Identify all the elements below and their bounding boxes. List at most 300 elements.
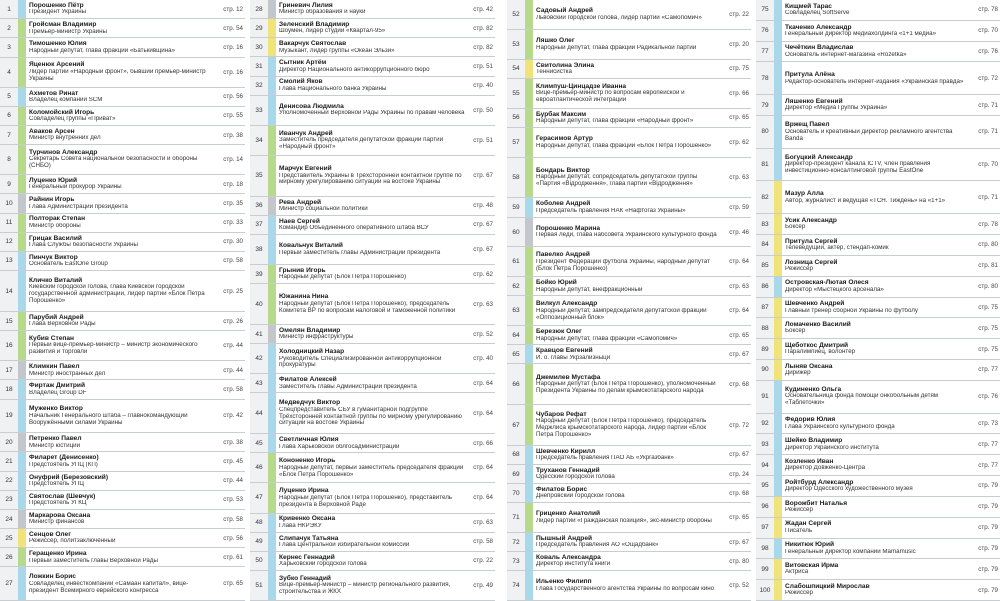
person-description: Начальник Генерального штаба – главнокомандующий Вооружёнными силами Украины	[29, 412, 188, 426]
column-4	[756, 0, 1000, 601]
page-reference: стр. 79	[978, 524, 998, 532]
person-description: Секретарь Совета национальной безопасности и обороны (СНБО)	[29, 156, 198, 170]
page-reference: стр. 58	[473, 538, 493, 546]
list-item	[756, 277, 1000, 298]
page-reference: стр. 50	[473, 106, 493, 114]
person-entry	[782, 0, 974, 20]
rank-number: 69	[507, 465, 525, 483]
person-description: Лидер партии «Гражданская позиция», экс-министр обороны	[536, 517, 712, 524]
category-color-chip	[525, 0, 533, 29]
page-reference: стр. 56	[223, 93, 243, 101]
rank-number: 100	[756, 580, 774, 600]
person-entry	[276, 235, 469, 264]
person-name: Бойко Юрий	[536, 279, 577, 287]
rank-number: 2	[0, 19, 18, 37]
category-color-chip	[18, 433, 26, 451]
column-3	[507, 0, 751, 601]
list-item	[0, 567, 245, 601]
category-color-chip	[18, 380, 26, 398]
page-reference: стр. 79	[978, 586, 998, 594]
person-description: Министр социальной политики	[279, 206, 368, 212]
rank-number: 46	[250, 453, 268, 482]
person-name: Петренко Павел	[29, 435, 82, 443]
person-description: Народный депутат, глава фракции «Самопомич»	[536, 335, 678, 342]
page-reference: стр. 52	[729, 582, 749, 590]
rank-number: 35	[250, 156, 268, 196]
rank-number: 87	[756, 298, 774, 318]
person-description: Львовский городской голова, лидер партии «Самопомич»	[536, 14, 702, 21]
rank-number: 88	[756, 318, 774, 338]
person-entry	[26, 529, 219, 547]
page-reference: стр. 64	[729, 258, 749, 266]
person-name: Березюк Олег	[536, 328, 582, 336]
list-item	[507, 60, 751, 79]
person-name: Грицак Василий	[29, 234, 82, 242]
list-item	[0, 88, 245, 107]
list-item	[250, 434, 495, 453]
category-color-chip	[525, 198, 533, 216]
page-reference: стр. 71	[978, 193, 998, 201]
person-description: Режиссёр	[785, 507, 813, 513]
rank-number: 89	[756, 339, 774, 359]
person-entry	[276, 533, 469, 551]
person-entry	[26, 380, 219, 398]
page-reference: стр. 77	[978, 440, 998, 448]
person-description: Уполномоченный Верховной Рады Украины по правам человека	[279, 110, 465, 117]
rank-number: 68	[507, 446, 525, 464]
list-item	[250, 126, 495, 156]
rank-number: 98	[756, 539, 774, 559]
person-description: Министр инфраструктуры	[279, 334, 354, 341]
rank-number: 78	[756, 62, 774, 94]
category-color-chip	[18, 0, 26, 18]
page-reference: стр. 62	[729, 138, 749, 146]
category-color-chip	[268, 197, 276, 215]
list-item	[250, 514, 495, 533]
rank-number: 74	[507, 571, 525, 600]
page-reference: стр. 48	[473, 202, 493, 210]
person-name: Павелко Андрей	[536, 251, 590, 259]
list-item	[507, 326, 751, 345]
category-color-chip	[774, 497, 782, 517]
category-color-chip	[18, 175, 26, 193]
page-reference: стр. 42	[473, 5, 493, 13]
rank-number: 77	[756, 42, 774, 62]
rank-number: 20	[0, 433, 18, 451]
person-entry	[782, 497, 974, 517]
person-entry	[276, 284, 469, 324]
person-entry	[533, 484, 725, 502]
category-color-chip	[268, 216, 276, 234]
person-name: Ложкин Борис	[29, 573, 76, 581]
page-reference: стр. 82	[473, 24, 493, 32]
page-reference: стр. 64	[473, 409, 493, 417]
person-name: Мазур Алла	[785, 190, 824, 198]
page-reference: стр. 75	[978, 303, 998, 311]
person-description: Директор Украинского института	[785, 444, 879, 451]
rank-number: 73	[507, 552, 525, 570]
person-entry	[26, 312, 219, 330]
person-entry	[782, 455, 974, 475]
category-color-chip	[268, 156, 276, 196]
category-color-chip	[525, 484, 533, 502]
person-description: Директор Довженко-Центра	[785, 465, 866, 472]
person-entry	[26, 331, 219, 360]
rank-number: 63	[507, 296, 525, 325]
list-item	[250, 77, 495, 96]
page-reference: стр. 76	[978, 48, 998, 56]
list-item	[507, 128, 751, 158]
page-reference: стр. 71	[978, 101, 998, 109]
category-color-chip	[525, 345, 533, 363]
category-color-chip	[774, 149, 782, 181]
rank-number: 8	[0, 145, 18, 174]
page-reference: стр. 71	[978, 128, 998, 136]
person-entry	[276, 265, 469, 283]
page-reference: стр. 78	[978, 6, 998, 14]
person-description: Директор «Медиа Группы Украина»	[785, 105, 888, 112]
list-item	[507, 552, 751, 571]
person-entry	[533, 0, 725, 29]
page-reference: стр. 12	[223, 5, 243, 13]
list-item	[756, 339, 1000, 360]
page-reference: стр. 65	[729, 514, 749, 522]
rank-number: 94	[756, 455, 774, 475]
category-color-chip	[18, 361, 26, 379]
category-color-chip	[18, 271, 26, 311]
person-entry	[782, 318, 974, 338]
page-reference: стр. 67	[729, 451, 749, 459]
person-name: Райнин Игорь	[29, 196, 75, 204]
person-entry	[533, 79, 725, 108]
page-reference: стр. 42	[223, 412, 243, 420]
page-reference: стр. 78	[978, 220, 998, 228]
person-description: Министр образования и науки	[279, 9, 366, 16]
page-reference: стр. 46	[729, 228, 749, 236]
list-item	[756, 62, 1000, 95]
person-description: Министр внутренних дел	[29, 135, 101, 142]
rank-number: 79	[756, 95, 774, 115]
person-name: Кравцов Евгений	[536, 347, 593, 355]
person-entry	[276, 0, 469, 18]
person-name: Гриневич Лилия	[279, 1, 333, 9]
person-name: Федорив Юлия	[785, 416, 836, 424]
page-reference: стр. 63	[473, 519, 493, 527]
list-item	[0, 433, 245, 452]
rank-number: 58	[507, 158, 525, 198]
list-item	[756, 455, 1000, 476]
person-name: Луценко Юрий	[29, 177, 78, 185]
category-color-chip	[525, 571, 533, 600]
person-entry	[782, 298, 974, 318]
person-name: Маркарова Оксана	[29, 511, 91, 519]
page-reference: стр. 67	[473, 221, 493, 229]
rank-number: 71	[507, 503, 525, 532]
rank-number: 21	[0, 452, 18, 470]
list-item	[756, 434, 1000, 455]
list-item	[0, 400, 245, 434]
page-reference: стр. 77	[978, 461, 998, 469]
list-item	[250, 552, 495, 571]
page-reference: стр. 63	[729, 174, 749, 182]
person-description: Глава Службы безопасности Украины	[29, 242, 138, 248]
person-description: Основатель интернет-магазина «Rozetka»	[785, 51, 907, 58]
person-name: Джемилев Мустафа	[536, 373, 601, 381]
page-reference: стр. 26	[223, 317, 243, 325]
person-description: Народный депутат, сопредседатель депутатской группы «Партия «Відродження», глава партии «Відродження»	[536, 174, 698, 188]
person-description: Харьковский городской голова	[279, 561, 367, 568]
person-entry	[782, 21, 974, 41]
person-name: Полторак Степан	[29, 215, 86, 223]
person-description: Киевский городской голова, глава Киевской городской государственной администрации, лидер партии «Блок Петра Порошенко»	[29, 284, 205, 305]
person-entry	[782, 149, 974, 181]
rank-number: 81	[756, 149, 774, 181]
rank-number: 19	[0, 400, 18, 433]
page-reference: стр. 75	[729, 65, 749, 73]
page-reference: стр. 73	[978, 419, 998, 427]
person-description: Министр иностранных дел	[29, 370, 106, 377]
page-reference: стр. 80	[729, 557, 749, 565]
list-item	[756, 497, 1000, 518]
person-description: Президент Украины	[29, 9, 87, 16]
person-name: Витовская Ирма	[785, 562, 839, 570]
list-item	[0, 58, 245, 88]
person-name: Пышный Андрей	[536, 534, 593, 542]
list-item	[250, 483, 495, 513]
rank-number: 22	[0, 472, 18, 490]
person-description: Народный депутат, глава фракции «Батькивщина»	[29, 47, 176, 54]
person-description: Совладелец SoftServe	[785, 10, 850, 17]
person-entry	[26, 472, 219, 490]
category-color-chip	[18, 194, 26, 212]
rank-number: 72	[507, 533, 525, 551]
page-reference: стр. 72	[729, 421, 749, 429]
list-item	[756, 360, 1000, 381]
category-color-chip	[525, 218, 533, 247]
person-entry	[782, 580, 974, 600]
person-description: Лидер партии «Народный фронт», бывший премьер-министр Украины	[29, 68, 206, 82]
person-description: Шоумен, лидер студии «Квартал-95»	[279, 28, 386, 35]
list-item	[0, 491, 245, 510]
category-color-chip	[268, 126, 276, 155]
list-item	[507, 218, 751, 248]
rank-number: 65	[507, 345, 525, 363]
rank-number: 70	[507, 484, 525, 502]
person-entry	[26, 38, 219, 56]
category-color-chip	[774, 235, 782, 255]
rank-number: 51	[250, 571, 268, 600]
person-name: Вакарчук Святослав	[279, 40, 347, 48]
page-reference: стр. 79	[978, 503, 998, 511]
page-reference: стр. 72	[978, 74, 998, 82]
list-item	[507, 247, 751, 277]
category-color-chip	[525, 296, 533, 325]
category-color-chip	[18, 88, 26, 106]
person-entry	[782, 256, 974, 276]
person-description: Предстоятель УГКЦ	[29, 500, 87, 507]
list-item	[0, 548, 245, 567]
category-color-chip	[268, 265, 276, 283]
person-name: Чечёткин Владислав	[785, 44, 854, 52]
category-color-chip	[774, 360, 782, 380]
person-entry	[533, 552, 725, 570]
person-description: Председатель правления НАК «Нафтогаз Украины»	[536, 207, 686, 214]
person-description: Глава Верховной Рады	[29, 321, 96, 328]
person-description: Предстоятель УПЦ (КП)	[29, 461, 98, 468]
category-color-chip	[18, 214, 26, 232]
person-entry	[782, 434, 974, 454]
person-name: Кернес Геннадий	[279, 553, 335, 561]
person-entry	[533, 296, 725, 325]
person-description: Председатель правления ПАО АБ «Укргазбанк»	[536, 455, 674, 462]
person-name: Яценюк Арсений	[29, 61, 85, 69]
person-entry	[26, 175, 219, 193]
rank-number: 1	[0, 0, 18, 18]
category-color-chip	[774, 539, 782, 559]
page-reference: стр. 79	[978, 565, 998, 573]
person-entry	[782, 476, 974, 496]
list-item	[0, 145, 245, 175]
person-description: Днепровский городской голова	[536, 493, 625, 500]
category-color-chip	[774, 559, 782, 579]
page-reference: стр. 79	[978, 482, 998, 490]
person-name: Шевченко Кирилл	[536, 447, 596, 455]
person-description: Вице-премьер-министр по вопросам европейской и евроатлантической интеграции	[536, 90, 685, 104]
page-reference: стр. 66	[473, 439, 493, 447]
list-item	[0, 175, 245, 194]
person-name: Зубко Геннадий	[279, 574, 331, 582]
person-description: Предстоятель УПЦ	[29, 480, 84, 487]
page-reference: стр. 65	[729, 114, 749, 122]
category-color-chip	[774, 116, 782, 148]
rank-number: 9	[0, 175, 18, 193]
page-reference: стр. 58	[223, 257, 243, 265]
person-description: Одесский городской голова	[536, 474, 615, 481]
person-description: Директор института книги	[536, 561, 611, 568]
list-item	[250, 57, 495, 76]
list-item	[0, 107, 245, 126]
person-name: Вржещ Павел	[785, 121, 830, 129]
person-description: Вице-премьер-министр – министр регионального развития, строительства и ЖКХ	[279, 582, 451, 596]
person-description: Глава Центральной избирательной комиссии	[279, 541, 410, 548]
list-item	[250, 96, 495, 126]
person-entry	[276, 126, 469, 155]
category-color-chip	[18, 472, 26, 490]
person-name: Порошенко Пётр	[29, 1, 84, 9]
category-color-chip	[18, 567, 26, 600]
category-color-chip	[18, 491, 26, 509]
person-name: Ройтбурд Александр	[785, 478, 854, 486]
person-entry	[782, 116, 974, 148]
person-name: Южанина Нина	[279, 293, 329, 301]
page-reference: стр. 16	[223, 68, 243, 76]
rank-number: 95	[756, 476, 774, 496]
rank-number: 47	[250, 483, 268, 512]
page-reference: стр. 44	[223, 477, 243, 485]
person-description: Министр финансов	[29, 519, 85, 526]
person-description: Народный депутат, первый заместитель председателя фракции «Блок Петра Порошенко»	[279, 464, 464, 478]
person-name: Герасимов Артур	[536, 135, 593, 143]
page-reference: стр. 51	[473, 62, 493, 70]
list-item	[0, 0, 245, 19]
rank-number: 10	[0, 194, 18, 212]
person-description: Режиссёр	[785, 266, 813, 272]
person-name: Коваль Александра	[536, 553, 601, 561]
category-color-chip	[525, 326, 533, 344]
page-reference: стр. 65	[729, 331, 749, 339]
person-description: Глава Харьковской облгосадминистрации	[279, 443, 400, 450]
category-color-chip	[18, 58, 26, 87]
person-name: Ляшенко Евгений	[785, 97, 843, 105]
list-item	[0, 271, 245, 312]
category-color-chip	[18, 312, 26, 330]
list-item	[756, 95, 1000, 116]
page-reference: стр. 70	[978, 27, 998, 35]
person-entry	[276, 434, 469, 452]
list-item	[756, 149, 1000, 182]
person-entry	[533, 345, 725, 363]
category-color-chip	[774, 455, 782, 475]
person-entry	[533, 30, 725, 59]
list-item	[756, 116, 1000, 149]
category-color-chip	[18, 126, 26, 144]
page-reference: стр. 66	[729, 89, 749, 97]
page-reference: стр. 67	[729, 350, 749, 358]
rank-number: 52	[507, 0, 525, 29]
rank-number: 24	[0, 510, 18, 528]
page-reference: стр. 64	[473, 379, 493, 387]
person-description: Министр юстиции	[29, 442, 81, 449]
person-name: Кудиненко Ольга	[785, 386, 842, 394]
person-entry	[533, 218, 725, 247]
list-item	[507, 277, 751, 296]
category-color-chip	[268, 571, 276, 600]
list-item	[250, 453, 495, 483]
rank-number: 45	[250, 434, 268, 452]
list-item	[250, 344, 495, 374]
rank-number: 14	[0, 271, 18, 311]
page-reference: стр. 82	[473, 43, 493, 51]
category-color-chip	[18, 452, 26, 470]
list-item	[756, 318, 1000, 339]
person-entry	[26, 214, 219, 232]
list-item	[756, 298, 1000, 319]
page-reference: стр. 63	[473, 300, 493, 308]
person-description: Совладелец группы «Приват»	[29, 116, 116, 123]
list-item	[250, 533, 495, 552]
person-entry	[533, 60, 725, 78]
rank-number: 7	[0, 126, 18, 144]
person-entry	[782, 414, 974, 434]
person-entry	[533, 571, 725, 600]
category-color-chip	[268, 552, 276, 570]
person-name: Лозница Сергей	[785, 258, 838, 266]
person-entry	[276, 514, 469, 532]
category-color-chip	[774, 277, 782, 297]
page-reference: стр. 63	[729, 282, 749, 290]
rank-number: 17	[0, 361, 18, 379]
person-description: Первая леди, глава набсовета Украинского культурного фонда	[536, 232, 717, 239]
category-color-chip	[525, 533, 533, 551]
rank-number: 66	[507, 364, 525, 404]
person-name: Свитолина Элина	[536, 61, 595, 69]
list-item	[507, 364, 751, 405]
page-reference: стр. 40	[473, 82, 493, 90]
category-color-chip	[18, 252, 26, 270]
page-reference: стр. 45	[223, 458, 243, 466]
person-name: Щеботкос Дмитрий	[785, 341, 849, 349]
list-item	[250, 393, 495, 434]
